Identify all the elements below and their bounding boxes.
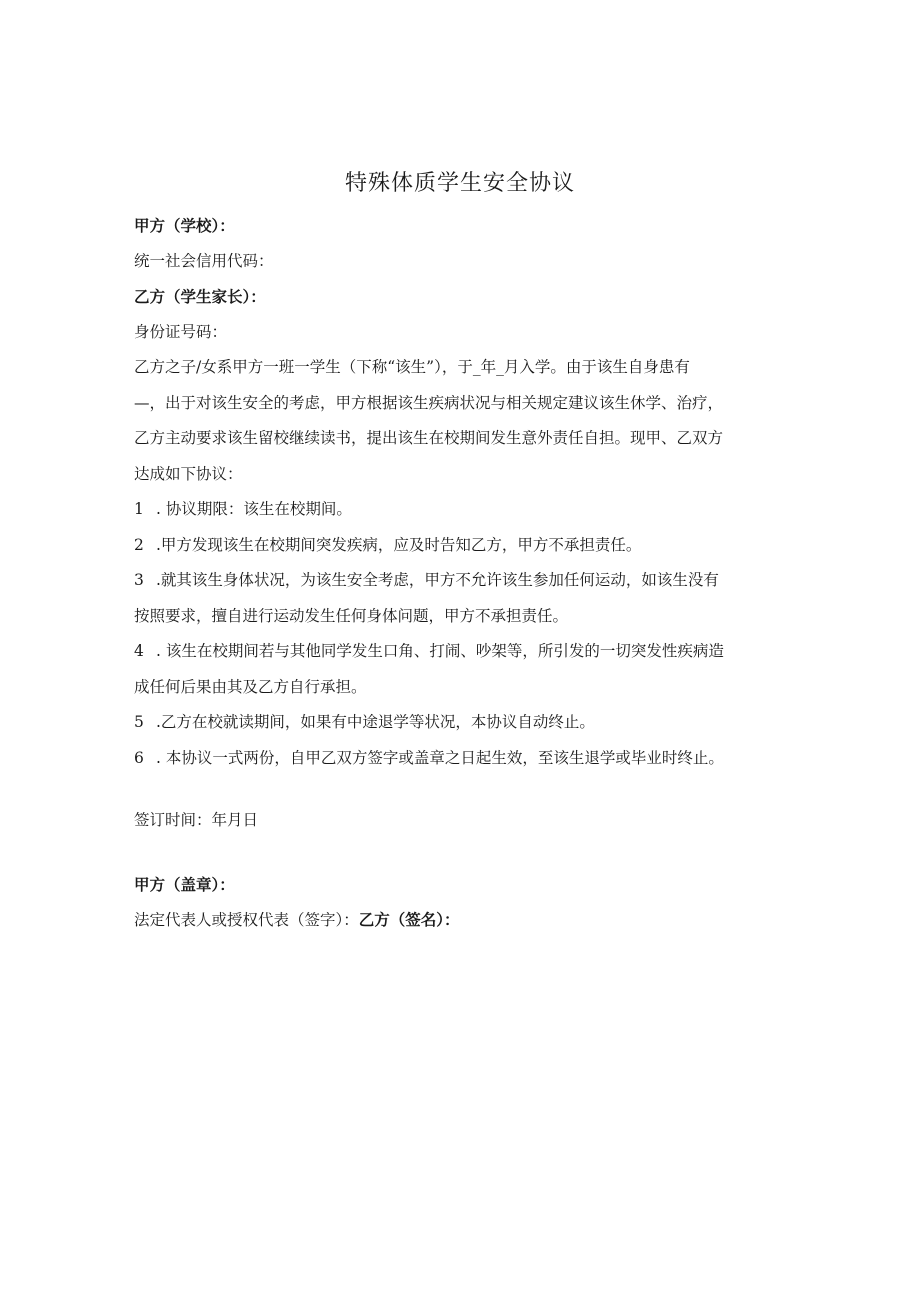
intro-line: 达成如下协议： xyxy=(134,464,243,483)
id-number-label: 身份证号码： xyxy=(134,322,228,341)
party-b-sign-label: 乙方（签名）： xyxy=(358,910,460,929)
clause-number: 4 xyxy=(134,642,144,660)
intro-line: —，出于对该生安全的考虑，甲方根据该生疾病状况与相关规定建议该生休学、治疗， xyxy=(134,393,724,412)
sign-date: 签订时间：年月日 xyxy=(134,811,259,829)
document-body xyxy=(134,208,786,939)
clause-number: 2 xyxy=(134,535,144,554)
clause-text: . 协议期限：该生在校期间。 xyxy=(156,500,352,518)
clause-text: . 本协议一式两份，自甲乙双方签字或盖章之日起生效，至该生退学或毕业时终止。 xyxy=(156,748,724,767)
clause-item xyxy=(134,705,786,741)
clause-number: 1 xyxy=(134,500,144,518)
legal-representative-label: 法定代表人或授权代表（签字）： xyxy=(134,911,359,929)
party-b-label: 乙方（学生家长）： xyxy=(134,287,266,306)
clause-text: . 该生在校期间若与其他同学发生口角、打闹、吵架等，所引发的一切突发性疾病造 xyxy=(156,642,724,660)
clause-continuation: 按照要求，擅自进行运动发生任何身体问题，甲方不承担责任。 xyxy=(134,606,569,625)
signature-line xyxy=(134,902,786,939)
clause-number: 5 xyxy=(134,713,144,731)
intro-line: 乙方主动要求该生留校继续读书，提出该生在校期间发生意外责任自担。现甲、乙双方 xyxy=(134,429,724,447)
clause-item xyxy=(134,741,786,777)
clause-item xyxy=(134,528,786,564)
clause-item xyxy=(134,634,786,670)
intro-line: 乙方之子/女系甲方一班一学生（下称“该生”），于_年_月入学。由于该生自身患有 xyxy=(134,358,690,376)
clause-text: .乙方在校就读期间，如果有中途退学等状况，本协议自动终止。 xyxy=(156,713,595,731)
party-a-label: 甲方（学校）： xyxy=(134,216,235,235)
clause-text: .甲方发现该生在校期间突发疾病，应及时告知乙方，甲方不承担责任。 xyxy=(156,535,642,554)
spacer xyxy=(134,839,786,867)
document-title: 特殊体质学生安全协议 xyxy=(344,171,575,196)
clause-number: 6 xyxy=(134,748,144,767)
credit-code-label: 统一社会信用代码： xyxy=(134,251,274,270)
clause-list xyxy=(134,492,786,776)
clause-item xyxy=(134,492,786,528)
clause-continuation: 成任何后果由其及乙方自行承担。 xyxy=(134,677,367,696)
party-a-seal-label: 甲方（盖章）： xyxy=(134,874,235,894)
clause-number: 3 xyxy=(134,571,144,589)
spacer xyxy=(134,776,786,803)
clause-text: .就其该生身体状况，为该生安全考虑，甲方不允许该生参加任何运动，如该生没有 xyxy=(156,571,719,589)
intro-paragraph xyxy=(134,350,786,492)
clause-item xyxy=(134,563,786,599)
